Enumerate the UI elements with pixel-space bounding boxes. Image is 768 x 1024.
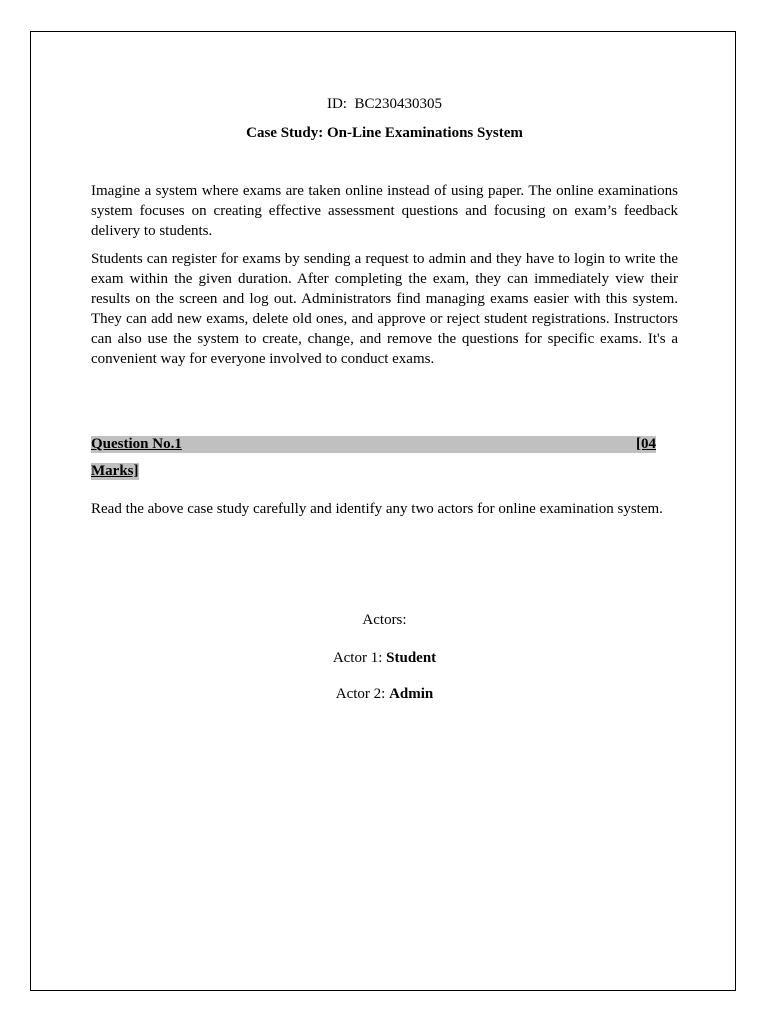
question-text: Read the above case study carefully and identify any two actors for online examination system. [91, 501, 663, 517]
question-marks-open: [04 [636, 436, 656, 452]
case-study-paragraph-2: Students can register for exams by sending a request to admin and they have to login to write the exam within the given duration. After completing the exam, they can immediately view their results on the screen and log out. Administrators find managing exams easier with this system. They can add new exams, delete old ones, and approve or reject student registrations. Instructors can also use the system to create, change, and remove the questions for specific exams. It's a convenient way for everyone involved to conduct exams. [91, 251, 678, 367]
actor-1 [91, 649, 678, 667]
actors-label: Actors: [362, 612, 407, 628]
student-id-label: ID: [326, 96, 347, 112]
question-number: Question No.1 [91, 436, 182, 452]
student-id [91, 95, 678, 113]
actor-2-label: Actor 2: [335, 686, 386, 702]
student-id-value: BC230430305 [354, 96, 442, 112]
actor-1-value: Student [386, 650, 437, 666]
actor-2-value: Admin [389, 686, 434, 702]
actor-2 [91, 685, 678, 703]
actor-1-label: Actor 1: [332, 650, 383, 666]
question-marks-close: Marks] [91, 463, 139, 479]
question-heading [91, 436, 656, 453]
case-study-paragraph-1: Imagine a system where exams are taken online instead of using paper. The online examinations system focuses on creating effective assessment questions and focusing on exam’s feedback delivery to students. [91, 183, 678, 239]
document-page [30, 31, 736, 991]
page-title: Case Study: On-Line Examinations System [246, 125, 523, 141]
